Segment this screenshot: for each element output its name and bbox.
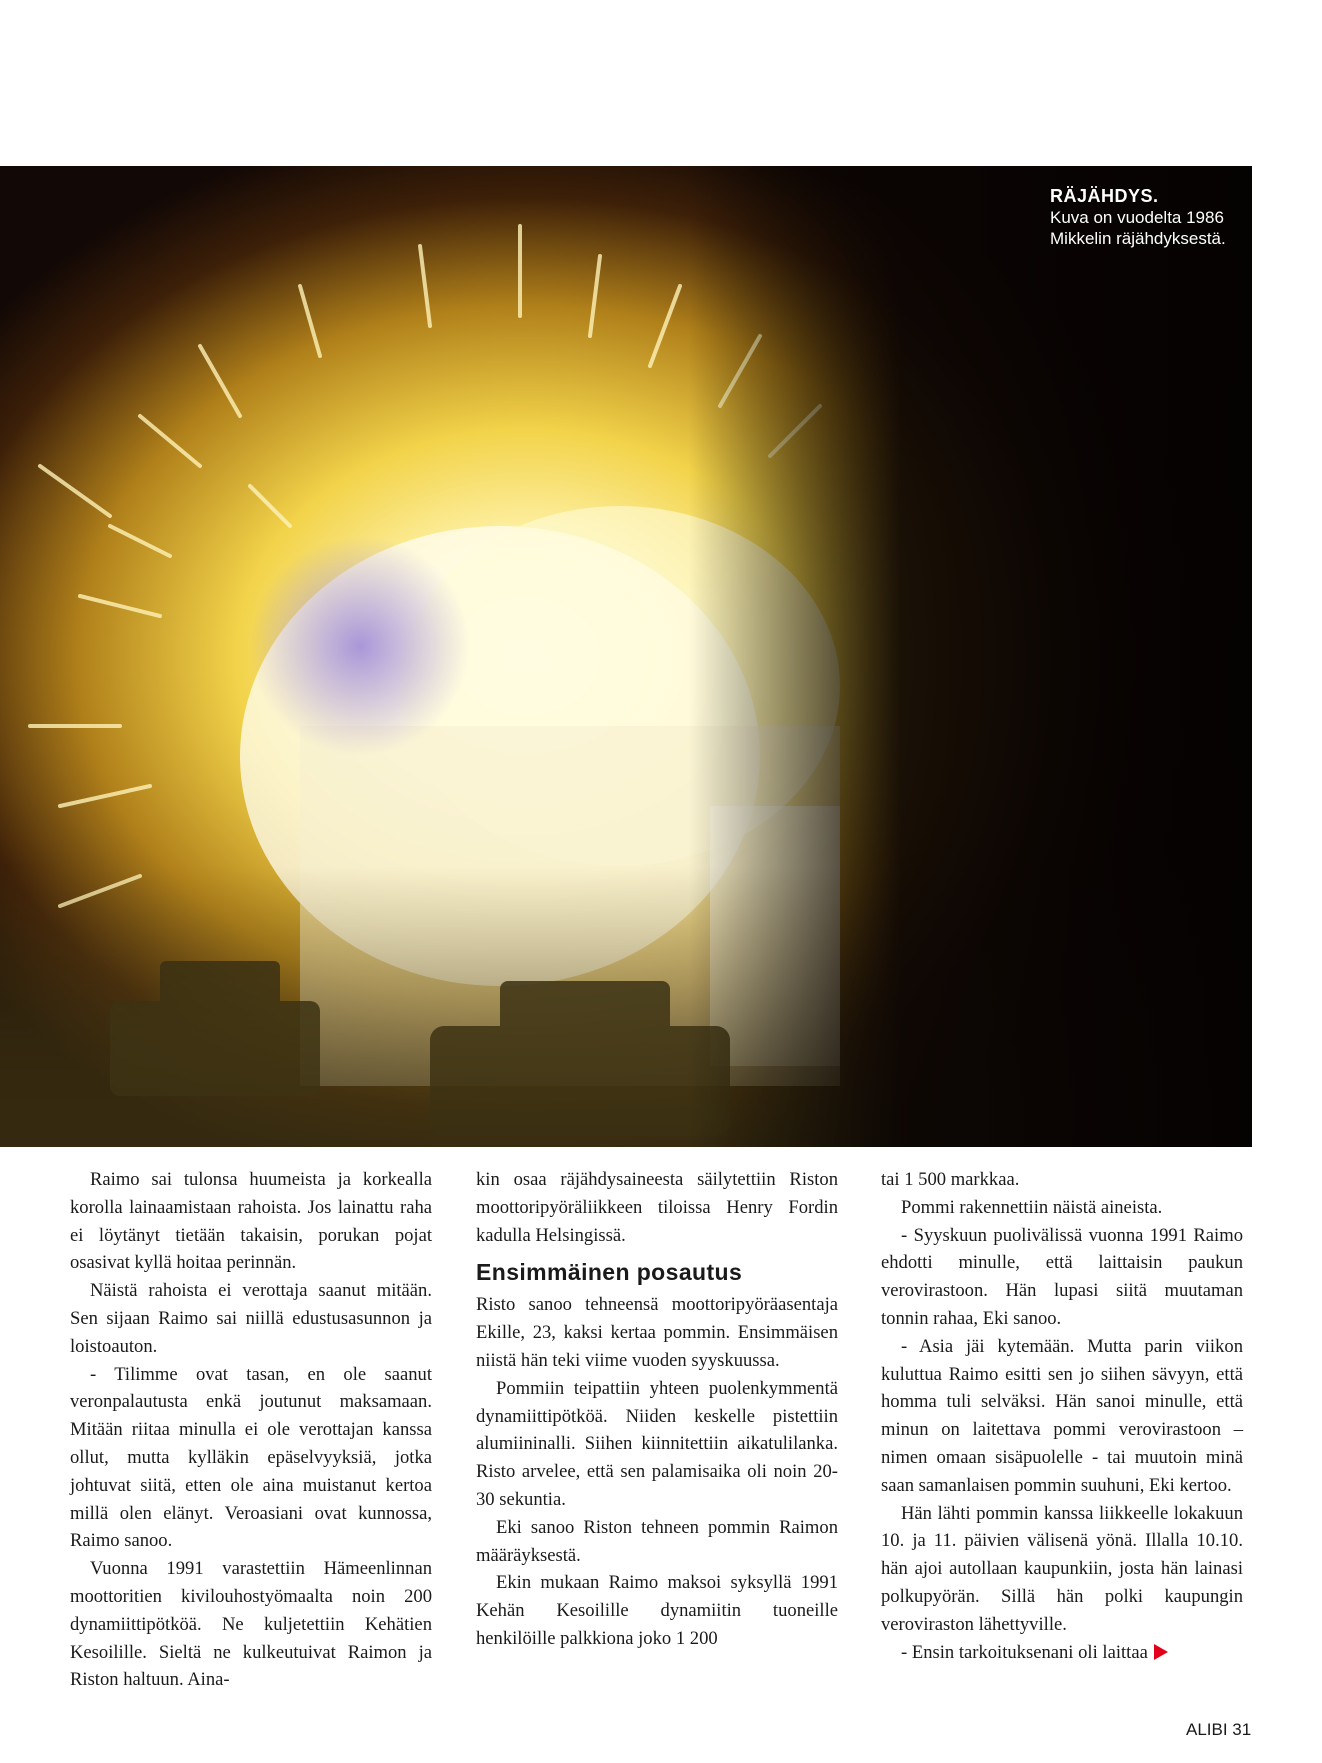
continue-arrow-icon (1154, 1644, 1168, 1660)
paragraph: Näistä rahoista ei verottaja saanut mitään. Sen sijaan Raimo sai niillä edustusasunnon ja loistoauton. (70, 1280, 432, 1357)
article-column-2 (476, 1166, 838, 1653)
paragraph: Pommi rakennettiin näistä aineista. (901, 1196, 1163, 1218)
article-column-3 (881, 1166, 1243, 1666)
explosion-photo (0, 166, 1252, 1147)
paragraph: Eki sanoo Riston tehneen pommin Raimon määräyksestä. (476, 1516, 838, 1566)
paragraph: Ekin mukaan Raimo maksoi syksyllä 1991 Kehän Kesoilille dynamiitin tuoneille henkilöille palkkiona joko 1 200 (476, 1572, 838, 1649)
article-column-1 (70, 1166, 432, 1694)
paragraph: kin osaa räjähdysaineesta säilytettiin Riston moottoripyöräliikkeen tiloissa Henry Fordin kadulla Helsingissä. (476, 1169, 838, 1246)
paragraph: Raimo sai tulonsa huumeista ja korkealla korolla lainaamistaan rahoista. Jos lainattu raha ei löytänyt tietään takaisin, porukan pojat osasivat kyllä hoitaa perinnän. (70, 1169, 432, 1274)
paragraph: - Syyskuun puolivälissä vuonna 1991 Raimo ehdotti minulle, että laittaisin paukun verovirastoon. Hän lupasi siitä muutaman tonnin rahaa, Eki sanoo. (881, 1224, 1243, 1329)
page-folio: ALIBI 31 (1186, 1720, 1252, 1739)
caption-title: RÄJÄHDYS. (1050, 186, 1159, 206)
photo-caption (1050, 186, 1240, 249)
paragraph-last (881, 1639, 1243, 1667)
subheading: Ensimmäinen posautus (476, 1259, 743, 1286)
paragraph: - Asia jäi kytemään. Mutta parin viikon kuluttua Raimo esitti sen jo siihen sävyyn, että homma tuli selväksi. Hän sanoi minulle, että minun on laitettava pommi verovirastoon – nimen omaan sisäpuolelle - tai muutoin minä saan samanlaisen pommin suuhuni, Eki kertoo. (881, 1335, 1243, 1496)
last-line-text: - Ensin tarkoituksenani oli laittaa (901, 1641, 1148, 1663)
paragraph: Hän lähti pommin kanssa liikkeelle lokakuun 10. ja 11. päivien välisenä yönä. Illalla 10.10. hän ajoi autollaan kaupunkiin, josta hän lainasi polkupyörän. Sillä hän polki kaupungin veroviraston lähettyville. (881, 1502, 1243, 1635)
paragraph: - Tilimme ovat tasan, en ole saanut veronpalautusta enkä joutunut maksamaan. Mitään riitaa minulla ei ole verottajan kanssa ollut, mutta kylläkin epäselvyyksiä, jotka johtuvat siitä, etten ole aina muistanut kertoa millä olen elänyt. Veroasiani ovat kunnossa, Raimo sanoo. (70, 1363, 432, 1552)
paragraph: tai 1 500 markkaa. (881, 1169, 1020, 1190)
paragraph: Vuonna 1991 varastettiin Hämeenlinnan moottoritien kivilouhostyömaalta noin 200 dynamiittipötköä. Ne kuljetettiin Kehätien Kesoilille. Sieltä ne kulkeutuivat Raimon ja Riston haltuun. Aina- (70, 1558, 432, 1691)
paragraph: Risto sanoo tehneensä moottoripyöräasentaja Ekille, 23, kaksi kertaa pommin. Ensimmäisen niistä hän teki viime vuoden syyskuussa. (476, 1294, 838, 1371)
caption-text: Kuva on vuodelta 1986 Mikkelin räjähdyksestä. (1050, 208, 1226, 248)
paragraph: Pommiin teipattiin yhteen puolenkymmentä dynamiittipötköä. Niiden keskelle pistettiin alumiininalli. Siihen kiinnitettiin aikatulilanka. Risto arvelee, että sen palamisaika oli noin 20-30 sekuntia. (476, 1377, 838, 1510)
explosion-image (0, 166, 1252, 1147)
